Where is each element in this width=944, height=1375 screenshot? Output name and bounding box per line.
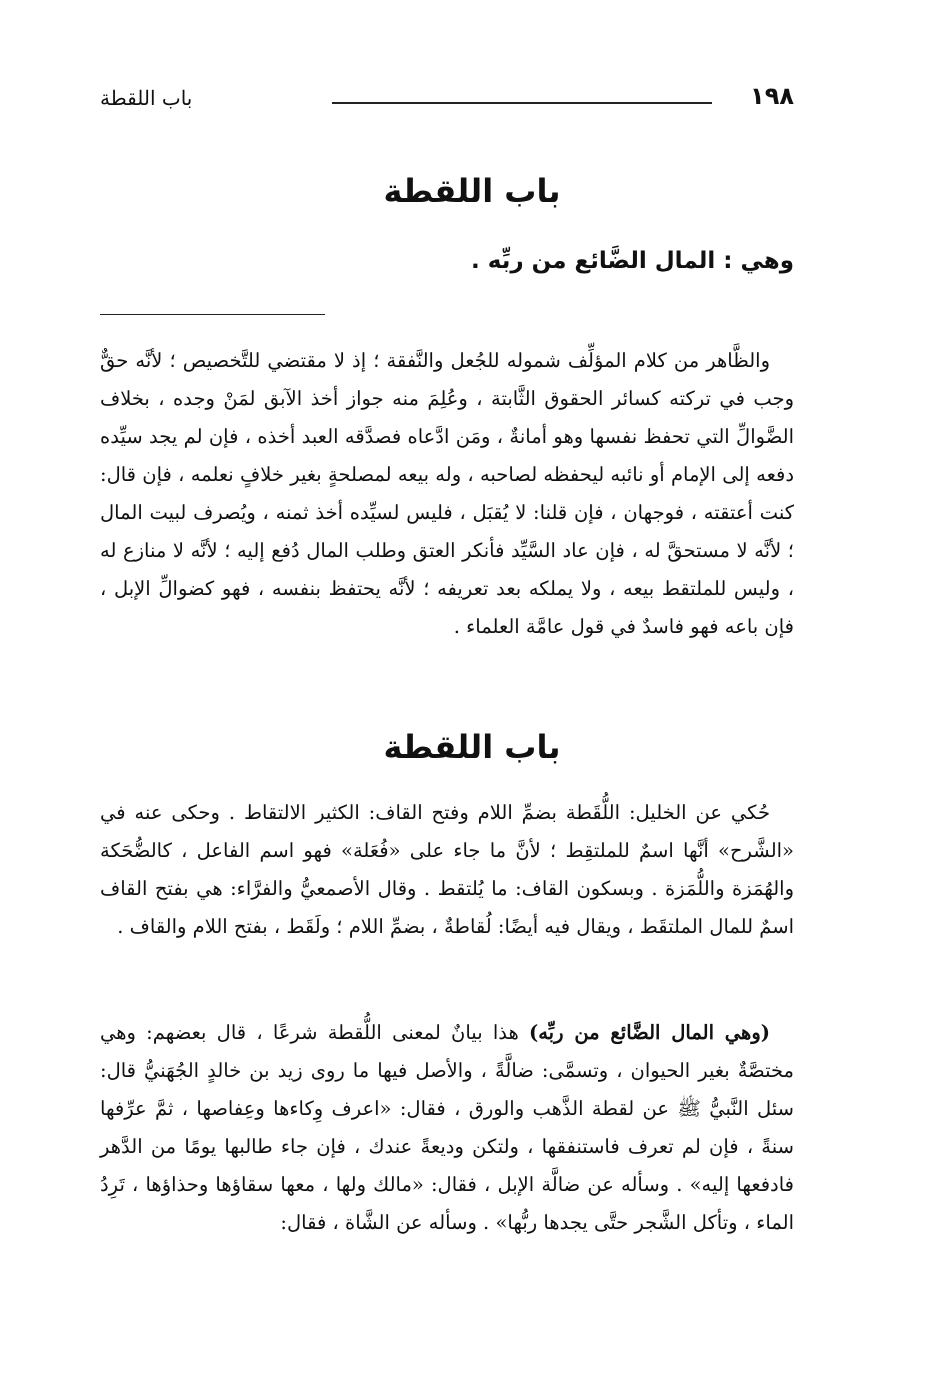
matn-text: وهي : المال الضَّائع من ربِّه . [471,248,794,274]
commentary-paragraph-3 [100,1014,794,1242]
page-number: ١٩٨ [750,82,794,110]
section-title: باب اللقطة [383,728,561,766]
page-header [100,82,794,122]
commentary-text-2: حُكي عن الخليل: اللُّقَطة بضمِّ اللام وفتح القاف: الكثير الالتقاط . وحكى عنه في «الشَّرح» أنَّها اسمٌ للملتقِط ؛ لأنَّ ما جاء على «فُعَلة» فهو اسم الفاعل ، كالضُّحَكة والهُمَزة واللُّمَزة . وبسكون القاف: ما يُلتقط . وقال الأصمعيُّ والفرَّاء: هي بفتح القاف اسمٌ للمال الملتقَط ، ويقال فيه أيضًا: لُقاطةٌ ، بضمِّ اللام ؛ ولَقَط ، بفتح اللام والقاف . [100,801,794,938]
commentary-paragraph-2 [100,794,794,946]
header-rule [332,102,712,104]
commentary-text: والظَّاهر من كلام المؤلِّف شموله للجُعل والنَّفقة ؛ إذ لا مقتضي للتَّخصيص ؛ لأنَّه حقٌّ وجب في تركته كسائر الحقوق الثَّابتة ، وعُلِمَ منه جواز أخذ الآبق لمَنْ وجده ، بخلاف الضَّوالِّ التي تحفظ نفسها وهو أمانةٌ ، ومَن ادَّعاه فصدَّقه العبد أخذه ، فإن لم يجد سيِّده دفعه إلى الإمام أو نائبه ليحفظه لصاحبه ، وله بيعه لمصلحةٍ بغير خلافٍ نعلمه ، فإن قال: كنت أعتقته ، فوجهان ، فإن قلنا: لا يُقبَل ، فليس لسيِّده أخذ ثمنه ، ويُصرف لبيت المال ؛ لأنَّه لا مستحقَّ له ، فإن عاد السَّيِّد فأنكر العتق وطلب المال دُفع إليه ؛ لأنَّه لا منازع له ، وليس للملتقط بيعه ، ولا يملكه بعد تعريفه ؛ لأنَّه يحتفظ بنفسه ، فهو كضوالِّ الإبل ، فإن باعه فهو فاسدٌ في قول عامَّة العلماء . [100,349,794,638]
matn-quote: (وهي المال الضَّائع من ربِّه) [529,1021,770,1044]
commentary-paragraph [100,342,794,646]
running-title: باب اللقطة [100,86,193,110]
commentary-text-3: هذا بيانٌ لمعنى اللُّقطة شرعًا ، قال بعضهم: وهي مختصَّةٌ بغير الحيوان ، وتسمَّى: ضالَّةً ، والأصل فيها ما روى زيد بن خالدٍ الجُهَنيُّ قال: سئل النَّبيُّ ﷺ عن لقطة الذَّهب والورق ، فقال: «اعرف وِكاءها وعِفاصها ، ثمَّ عرِّفها سنةً ، فإن لم تعرف فاستنفقها ، ولتكن وديعةً عندك ، فإن جاء طالبها يومًا من الدَّهر فادفعها إليه» . وسأله عن ضالَّة الإبل ، فقال: «مالك ولها ، معها سقاؤها وحذاؤها ، تَرِدُ الماء ، وتأكل الشَّجر حتَّى يجدها ربُّها» . وسأله عن الشَّاة ، فقال: [100,1021,794,1234]
chapter-title: باب اللقطة [383,172,561,210]
matn-separator [100,314,325,315]
